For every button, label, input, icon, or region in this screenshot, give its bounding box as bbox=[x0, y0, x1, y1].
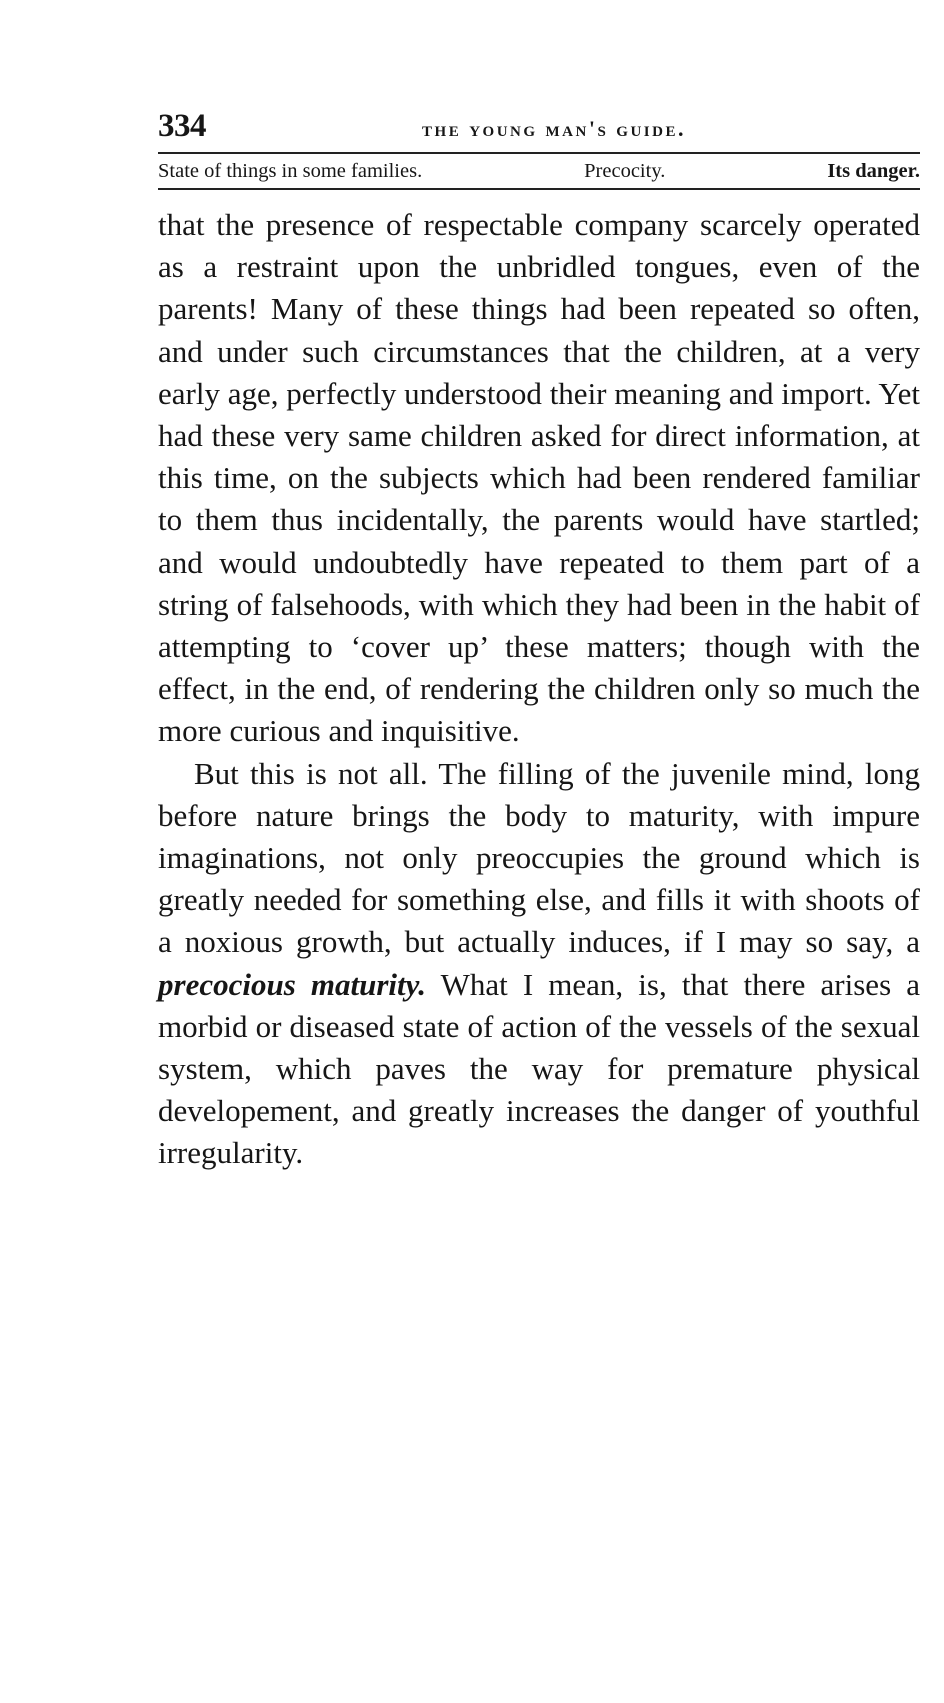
running-head bbox=[158, 100, 920, 148]
paragraph-precocity bbox=[158, 753, 920, 1175]
paragraph-precocity-text-after: What I mean, is, that there arises a morbid or diseased state of action of the vessels of the sexual system, which paves the way for premature physical developement, and greatly increases the danger of youthful irregularity. bbox=[158, 966, 921, 1171]
subject-heading-precocity: Precocity. bbox=[584, 160, 666, 182]
page-number: 334 bbox=[158, 108, 206, 144]
subject-heading-families: State of things in some families. bbox=[158, 160, 423, 182]
subject-headings bbox=[158, 154, 920, 188]
paragraph-continued: that the presence of respectable company scarcely operated as a restraint upon the unbridled tongues, even of the parents! Many of these things had been repeated so often, and under such circumstances that the children, at a very early age, perfectly understood their meaning and import. Yet had these very same children asked for direct information, at this time, on the subjects which had been rendered familiar to them thus incidentally, the parents would have startled; and would undoubtedly have repeated to them part of a string of falsehoods, with which they had been in the habit of attempting to ‘cover up’ these matters; though with the effect, in the end, of rendering the children only so much the more curious and inquisitive. bbox=[158, 207, 920, 749]
header-rule-bottom bbox=[158, 188, 920, 190]
paragraph-precocity-text-before: But this is not all. The filling of the juvenile mind, long before nature brings the body to maturity, with impure imaginations, not only preoccupies the ground which is greatly needed for something else, and fills it with shoots of a noxious growth, but actually induces, if I may so say, a bbox=[158, 755, 920, 960]
subject-heading-danger: Its danger. bbox=[827, 160, 920, 182]
running-title: the young man's guide. bbox=[422, 116, 686, 141]
emphasis-precocious-maturity: precocious maturity. bbox=[158, 966, 427, 1002]
body-text bbox=[158, 204, 920, 1175]
book-page bbox=[158, 100, 920, 1175]
